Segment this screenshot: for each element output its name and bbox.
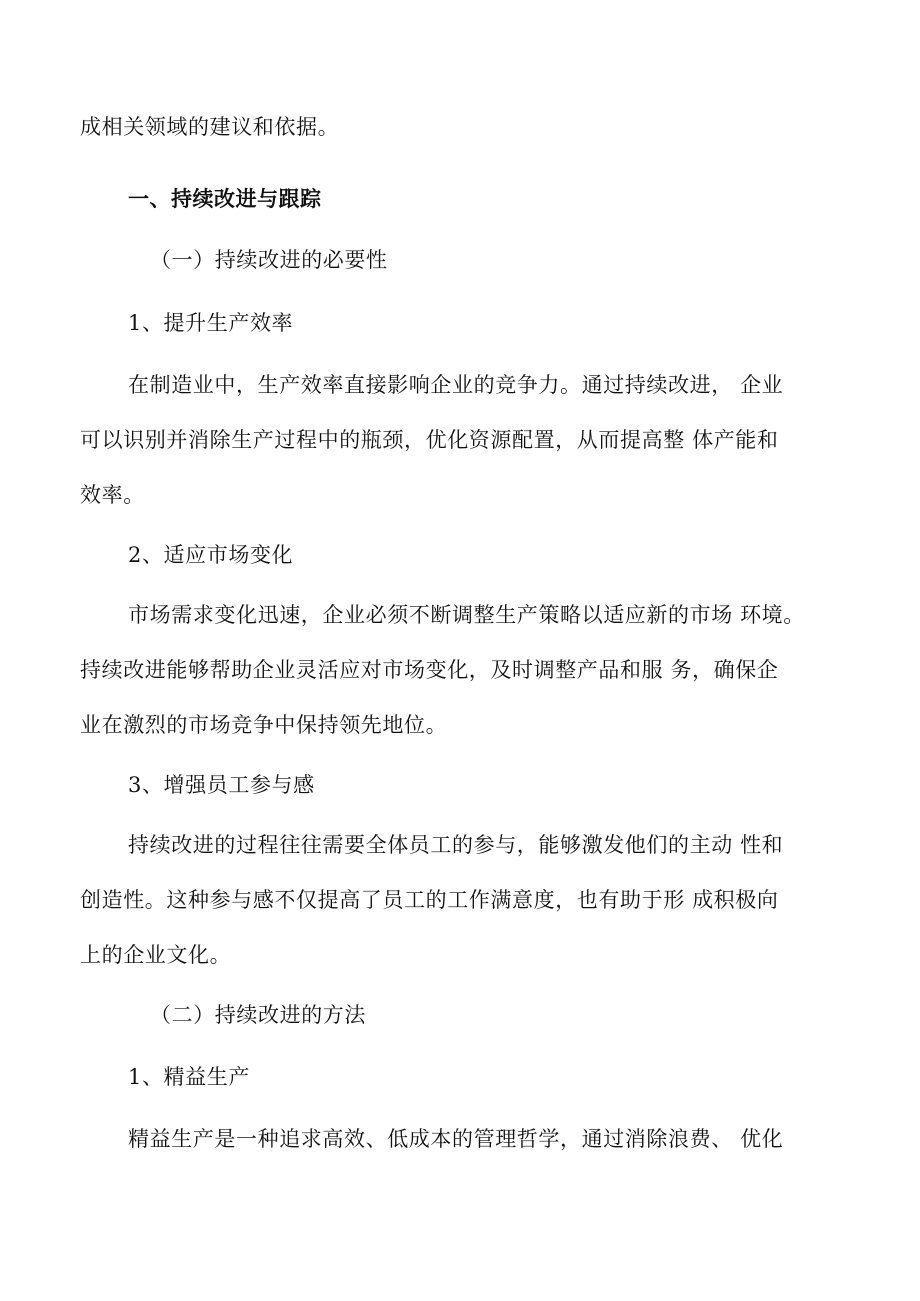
paragraph-line: 持续改进的过程往往需要全体员工的参与，能够激发他们的主动 性和: [128, 833, 784, 857]
paragraph-line: 持续改进能够帮助企业灵活应对市场变化，及时调整产品和服 务，确保企: [80, 658, 779, 682]
paragraph-line: 可以识别并消除生产过程中的瓶颈，优化资源配置，从而提高整 体产能和: [80, 428, 779, 452]
paragraph-continuation: 成相关领域的建议和依据。: [80, 115, 340, 139]
item-heading: 1、精益生产: [128, 1065, 250, 1089]
item-heading: 1、提升生产效率: [128, 311, 294, 335]
paragraph-line: 创造性。这种参与感不仅提高了员工的工作满意度，也有助于形 成积极向: [80, 888, 779, 912]
paragraph-line: 在制造业中，生产效率直接影响企业的竞争力。通过持续改进， 企业: [128, 373, 784, 397]
section-heading: 一、持续改进与跟踪: [128, 187, 322, 211]
item-heading: 2、适应市场变化: [128, 543, 294, 567]
paragraph-line: 效率。: [80, 483, 145, 507]
subsection-heading: （二）持续改进的方法: [150, 1003, 366, 1027]
paragraph-line: 业在激烈的市场竞争中保持领先地位。: [80, 713, 448, 737]
item-heading: 3、增强员工参与感: [128, 773, 315, 797]
paragraph-line: 精益生产是一种追求高效、低成本的管理哲学，通过消除浪费、 优化: [128, 1127, 784, 1151]
paragraph-line: 上的企业文化。: [80, 943, 232, 967]
paragraph-line: 市场需求变化迅速，企业必须不断调整生产策略以适应新的市场 环境。: [128, 603, 805, 627]
subsection-heading: （一）持续改进的必要性: [150, 248, 388, 272]
